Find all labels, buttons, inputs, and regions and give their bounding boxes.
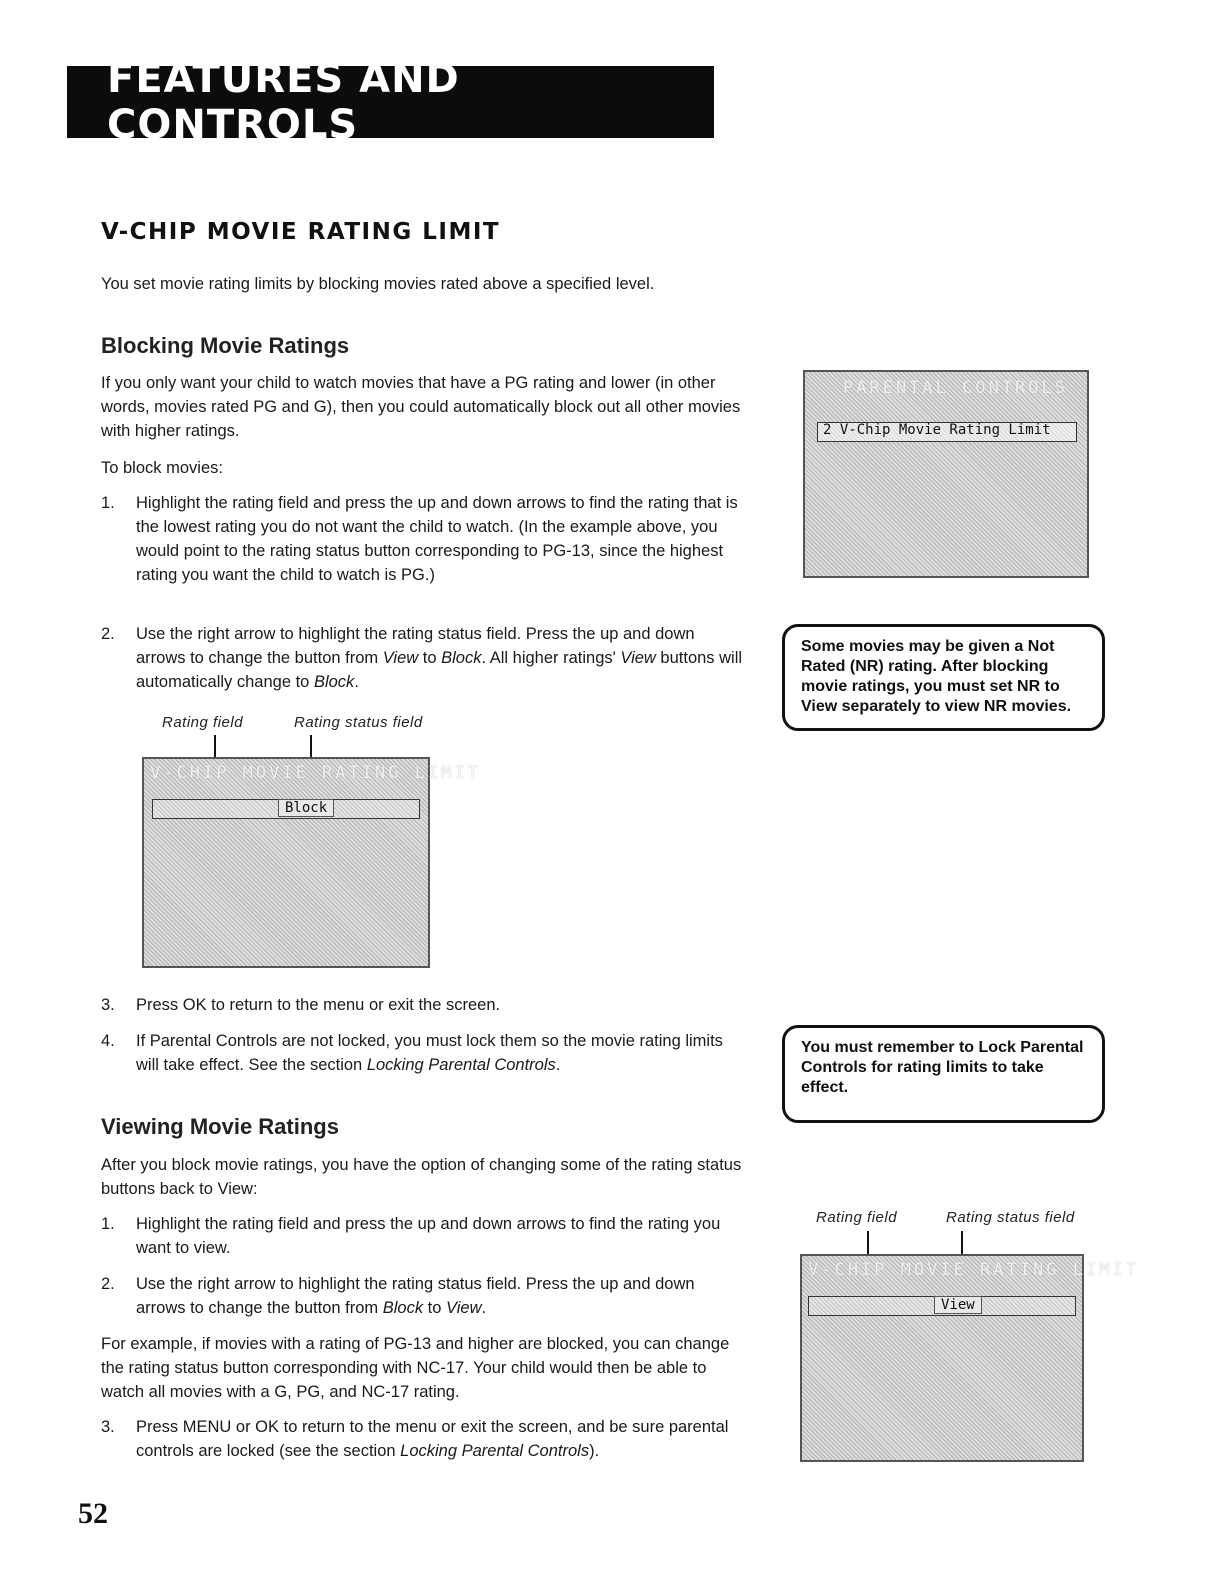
figure2-status-field-label: Rating status field <box>946 1209 1075 1226</box>
blocking-step-4 <box>101 1029 746 1077</box>
viewing-step-1 <box>101 1212 746 1260</box>
blocking-heading: Blocking Movie Ratings <box>101 333 350 358</box>
viewing-heading: Viewing Movie Ratings <box>101 1114 339 1139</box>
section-intro: You set movie rating limits by blocking movies rated above a specified level. <box>101 275 655 293</box>
chapter-title: FEATURES AND CONTROLS <box>107 56 460 148</box>
blocking-paragraph: If you only want your child to watch movies that have a PG rating and lower (in other words, movies rated PG and G), then you could automatically block out all other movies with higher ratings. <box>101 374 741 440</box>
rating-status-button: View <box>934 1296 982 1314</box>
chapter-banner <box>67 56 714 148</box>
step-text: Press MENU or OK to return to the menu or exit the screen, and be sure parental controls are locked (see the section Locking Parental Controls). <box>136 1418 729 1460</box>
viewing-step-2 <box>101 1272 746 1320</box>
screen-title: V-CHIP MOVIE RATING LIMIT <box>808 1260 1139 1280</box>
blocking-step-1 <box>101 491 746 587</box>
step-text: Press OK to return to the menu or exit the screen. <box>136 996 501 1014</box>
step-number: 3. <box>101 1418 115 1436</box>
step-text: Use the right arrow to highlight the rating status field. Press the up and down arrows to change the button from View to Block. All higher ratings' View buttons will automatically change to Block. <box>136 625 743 691</box>
step-number: 2. <box>101 1275 115 1293</box>
screen-title: V-CHIP MOVIE RATING LIMIT <box>150 763 481 783</box>
step-number: 3. <box>101 996 115 1014</box>
viewing-paragraph: After you block movie ratings, you have the option of changing some of the rating status buttons back to View: <box>101 1156 742 1198</box>
screen-title: PARENTAL CONTROLS <box>843 378 1068 398</box>
figure2-rating-field-label: Rating field <box>816 1209 898 1226</box>
menu-item-v-chip-movie: 2 V-Chip Movie Rating Limit <box>823 422 1051 438</box>
page-number: 52 <box>78 1497 108 1530</box>
parental-controls-menu-screen <box>803 370 1089 578</box>
rating-limit-screen-view <box>800 1254 1139 1462</box>
step-text: Use the right arrow to highlight the rating status field. Press the up and down arrows to change the button from Block to View. <box>136 1275 695 1317</box>
rating-status-button: Block <box>278 799 334 817</box>
step-number: 1. <box>101 494 115 512</box>
blocking-step-2 <box>101 622 746 694</box>
section-title: V-CHIP MOVIE RATING LIMIT <box>101 219 501 245</box>
note-lock-controls: You must remember to Lock Parental Controls for rating limits to take effect. <box>782 1025 1105 1123</box>
blocking-lead: To block movies: <box>101 459 223 477</box>
blocking-step-3 <box>101 993 746 1017</box>
step-text: If Parental Controls are not locked, you must lock them so the movie rating limits will take effect. See the section Locking Parental Controls. <box>136 1032 723 1074</box>
figure1-status-field-label: Rating status field <box>294 714 423 731</box>
step-number: 2. <box>101 625 115 643</box>
viewing-example: For example, if movies with a rating of PG-13 and higher are blocked, you can change the rating status button corresponding with NC-17. Your child would then be able to watch all movies with a G, PG, and NC-17 rating. <box>101 1335 730 1401</box>
rating-limit-screen-block <box>142 757 481 968</box>
step-text: Highlight the rating field and press the up and down arrows to find the rating you want to view. <box>136 1215 721 1257</box>
step-text: Highlight the rating field and press the up and down arrows to find the rating that is the lowest rating you do not want the child to watch. (In the example above, you would point to the rating status button corresponding to PG-13, since the highest rating you want the child to watch is PG.) <box>136 494 738 584</box>
viewing-step-3 <box>101 1415 751 1463</box>
step-number: 4. <box>101 1032 115 1050</box>
step-number: 1. <box>101 1215 115 1233</box>
figure1-rating-field-label: Rating field <box>162 714 244 731</box>
note-not-rated: Some movies may be given a Not Rated (NR) rating. After blocking movie ratings, you must set NR to View separately to view NR movies. <box>782 624 1105 731</box>
